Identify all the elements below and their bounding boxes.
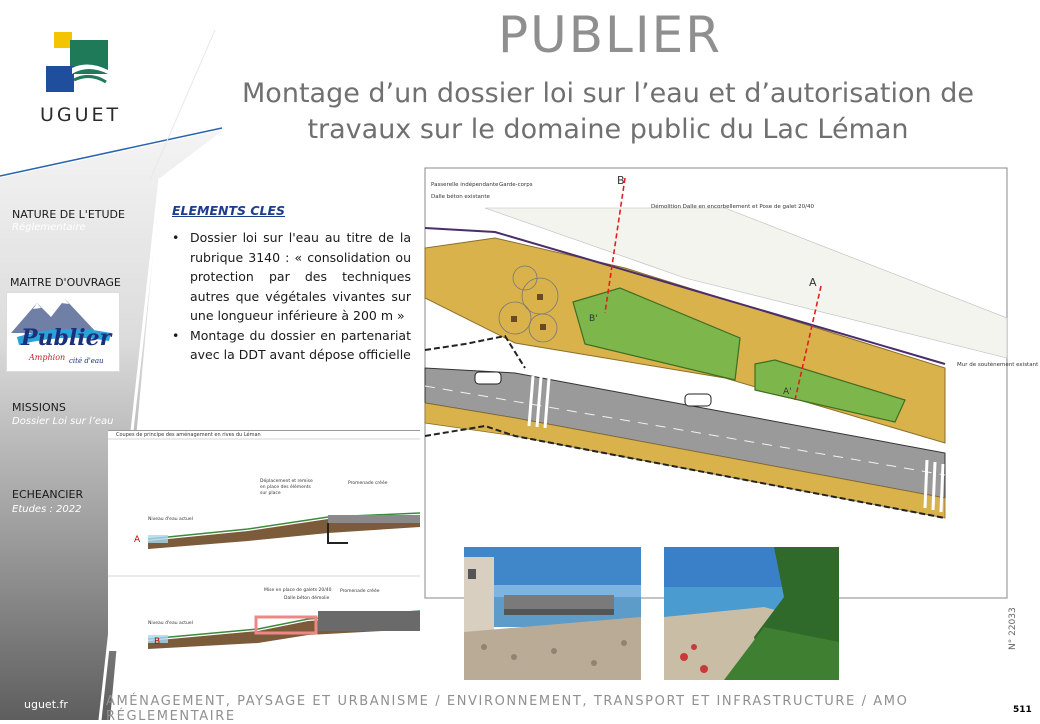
key-element-item: • Montage du dossier en partenariat avec la DDT avant dépose officielle bbox=[170, 326, 411, 365]
plan-note-mur: Mur de soutènement existant bbox=[957, 362, 1039, 368]
nature-label: NATURE DE L'ETUDE bbox=[12, 208, 125, 221]
site-photo-2 bbox=[664, 547, 839, 680]
echeancier-value: Etudes : 2022 bbox=[12, 504, 82, 515]
client-logo bbox=[6, 292, 120, 372]
footer-band: AMÉNAGEMENT, PAYSAGE ET URBANISME / ENVIRONNEMENT, TRANSPORT ET INFRASTRUCTURE / AMO RÉGLEMENTAIRE bbox=[106, 694, 909, 724]
sections-caption: Coupes de principe des aménagement en rives du Léman bbox=[116, 432, 261, 438]
reference-number: N° 22033 bbox=[1008, 607, 1018, 650]
company-name: UGUET bbox=[40, 104, 122, 126]
missions-value: Dossier Loi sur l’eau bbox=[12, 416, 114, 427]
key-elements-heading: ELEMENTS CLES bbox=[172, 203, 286, 218]
client-logo-tag: cité d'eau bbox=[69, 357, 104, 365]
client-logo-sub: Amphion bbox=[29, 353, 66, 362]
maitre-label: MAITRE D'OUVRAGE bbox=[10, 276, 121, 289]
section-a-water: Niveau d'eau actuel bbox=[148, 517, 193, 522]
plan-label-b-prime: B' bbox=[589, 314, 598, 324]
key-element-item: • Dossier loi sur l'eau au titre de la rubrique 3140 : « consolidation ou protection par des techniques autres que végétales vivantes sur une longueur inférieure à 200 m » bbox=[170, 228, 411, 326]
plan-note-demolition: Démolition Dalle en encorbellement et Pose de galet 20/40 bbox=[651, 204, 814, 210]
plan-label-a-prime: A' bbox=[783, 387, 792, 397]
section-b-water: Niveau d'eau actuel bbox=[148, 621, 193, 626]
section-b-note-1: Mise en place de galets 20/40 bbox=[264, 588, 332, 593]
company-logo bbox=[40, 30, 130, 130]
section-a-drawing bbox=[108, 431, 420, 651]
section-a-letter: A bbox=[134, 535, 141, 545]
subtitle-line-1: Montage d’un dossier loi sur l’eau et d’autorisation de bbox=[242, 78, 974, 109]
nature-value: Réglementaire bbox=[12, 222, 86, 233]
subtitle-line-2: travaux sur le domaine public du Lac Léman bbox=[307, 114, 909, 145]
plan-note-dalle: Dalle béton existante bbox=[431, 194, 490, 200]
site-photo-1 bbox=[464, 547, 641, 680]
missions-label: MISSIONS bbox=[12, 401, 66, 414]
car-1 bbox=[475, 372, 501, 384]
page-number: 511 bbox=[1013, 705, 1032, 715]
company-logo-mark bbox=[40, 30, 130, 100]
section-a-note-1: Déplacement et remise en place des éléments sur place bbox=[260, 479, 313, 496]
car-2 bbox=[685, 394, 711, 406]
plan-note-passerelle: Passerelle indépendante bbox=[431, 182, 499, 188]
section-b-note-2: Dalle béton démolie bbox=[284, 596, 330, 601]
section-drawings bbox=[108, 430, 420, 651]
page-subtitle bbox=[232, 76, 984, 148]
site-plan bbox=[425, 168, 1039, 598]
plan-label-b: B bbox=[617, 174, 625, 187]
client-logo-text: Publier bbox=[21, 325, 112, 351]
section-a-note-2: Promenade créée bbox=[348, 481, 388, 486]
echeancier-label: ECHEANCIER bbox=[12, 488, 84, 501]
section-b-letter: B bbox=[154, 637, 161, 647]
footer-url[interactable]: uguet.fr bbox=[24, 698, 68, 711]
plan-label-a: A bbox=[809, 276, 817, 289]
key-elements-list bbox=[170, 228, 411, 365]
page-title: PUBLIER bbox=[498, 6, 722, 64]
section-b-note-3: Promenade créée bbox=[340, 589, 380, 594]
plan-note-garde: Garde-corps bbox=[499, 182, 533, 188]
